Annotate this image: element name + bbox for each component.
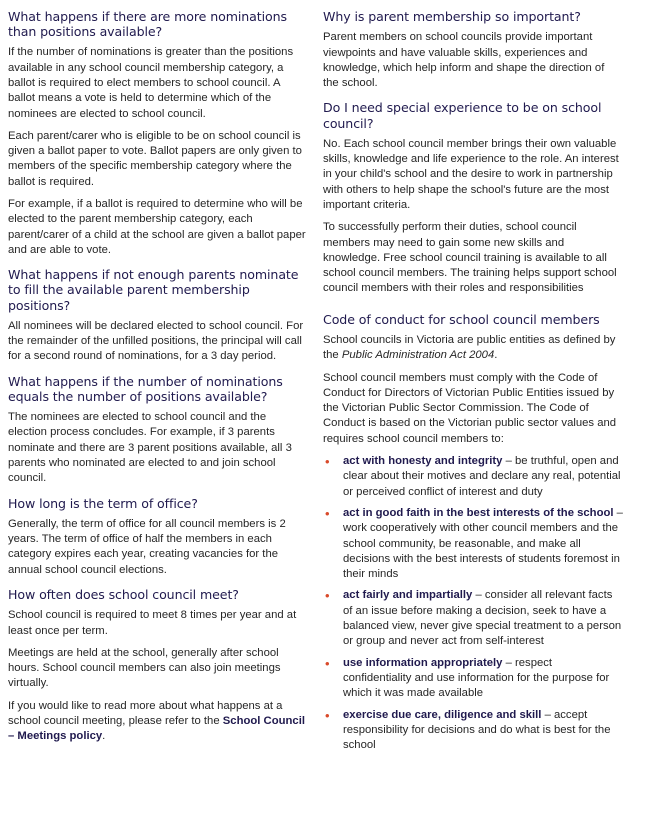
section-heading: Code of conduct for school council members	[323, 311, 600, 327]
paragraph: The nominees are elected to school council and the election process concludes. For example, if 3 parents nominate and there are 3 parent positions available, all 3 parents who nominated are elected to and join school council.	[8, 411, 292, 485]
bullet-icon: •	[325, 588, 330, 604]
duty-text: – work cooperatively with other council members and the school community, be reasonable, and make all decisions with the best interests of students foremost in their minds	[343, 506, 623, 581]
section-code-of-conduct	[323, 312, 623, 754]
section-heading: Do I need special experience to be on school council?	[323, 100, 602, 131]
paragraph: School council is required to meet 8 times per year and at least once per term.	[8, 609, 297, 637]
bullet-icon: •	[325, 505, 330, 521]
paragraph: School council members must comply with the Code of Conduct for Directors of Victorian Public Entities issued by the Victorian Public Sector Commission. The Code of Conduct is based on the Victorian public sector values and requires school council members to:	[323, 371, 617, 445]
intro-end: .	[494, 349, 498, 362]
paragraph: Meetings are held at the school, generally after school hours. School council members can also join meetings virtually.	[8, 646, 281, 690]
paragraph-end: .	[102, 730, 106, 743]
list-item	[323, 656, 623, 702]
duties-list	[323, 454, 623, 753]
duty-text: – accept responsibility for decisions and do what is best for the school	[343, 708, 611, 752]
bullet-icon: •	[325, 655, 330, 671]
list-item	[323, 506, 623, 582]
duty-title: act with honesty and integrity	[343, 455, 503, 468]
section-more-nominations	[8, 9, 306, 258]
duty-title: use information appropriately	[343, 656, 503, 669]
section-special-experience	[323, 100, 623, 296]
paragraph-intro	[323, 333, 623, 364]
section-heading: How often does school council meet?	[8, 587, 239, 603]
section-heading: What happens if the number of nominations equals the number of positions available?	[8, 373, 283, 404]
duty-text: – respect confidentiality and use information for the purpose for which it was made available	[343, 656, 610, 700]
paragraph: No. Each school council member brings their own valuable skills, knowledge and life experience to the role. An interest in your child's school and the desire to work in partnership with others to help shape the school's future are the most important criteria.	[323, 137, 619, 211]
paragraph: Parent members on school councils provide important viewpoints and have valuable skills, experiences and knowledge, which help inform and shape the direction of the school.	[323, 31, 605, 90]
section-term-of-office	[8, 496, 306, 578]
section-not-enough-parents	[8, 267, 306, 365]
right-column	[323, 9, 623, 762]
section-heading: How long is the term of office?	[8, 495, 198, 511]
intro-text: School councils in Victoria are public entities as defined by the	[323, 333, 616, 362]
paragraph: To successfully perform their duties, school council members may need to gain some new skills and knowledge. Free school council training is available to all school council members. The training helps support school council members with their roles and responsibilities	[323, 221, 617, 295]
list-item	[323, 708, 623, 754]
paragraph: For example, if a ballot is required to determine who will be elected to the parent membership category, each parent/carer of a child at the school are given a ballot paper and are able to vote.	[8, 198, 306, 256]
duty-title: exercise due care, diligence and skill	[343, 708, 542, 721]
section-heading: Why is parent membership so important?	[323, 9, 581, 24]
paragraph-with-link	[8, 699, 306, 745]
paragraph: Each parent/carer who is eligible to be on school council is given a ballot paper to vote. Ballot papers are only given to members of the specific membership category where the ballot is required.	[8, 129, 302, 188]
left-column	[8, 9, 306, 754]
paragraph: If the number of nominations is greater than the positions available in any school council membership category, a ballot is required to elect members to school council. A ballot means a vote is held to determine which of the nominees are elected to school council.	[8, 46, 294, 120]
duty-text: – be truthful, open and clear about their motives and declare any real, potential or perceived conflict of interest and duty	[343, 455, 621, 498]
section-nominations-equal	[8, 374, 306, 487]
act-title: Public Administration Act 2004	[341, 349, 495, 362]
section-meeting-frequency	[8, 587, 306, 745]
duty-text: – consider all relevant facts of an issue before making a decision, seek to have a balanced view, never give special treatment to a person or group and never act from self-interest	[343, 589, 622, 648]
paragraph: All nominees will be declared elected to school council. For the remainder of the unfilled positions, the principal will call for a second round of nominations, for a 3 day period.	[8, 319, 304, 363]
meetings-policy-link[interactable]: School Council – Meetings policy	[8, 715, 305, 743]
duty-title: act fairly and impartially	[343, 589, 473, 602]
paragraph: Generally, the term of office for all council members is 2 years. The term of office of half the members in each category expires each year, creating vacancies for the annual school council elections.	[8, 517, 286, 576]
section-heading: What happens if there are more nominations than positions available?	[8, 9, 287, 40]
bullet-icon: •	[325, 707, 330, 723]
list-item	[323, 588, 623, 649]
bullet-icon: •	[325, 454, 330, 470]
section-heading: What happens if not enough parents nominate to fill the available parent membership positions?	[8, 267, 299, 313]
section-parent-membership-importance	[323, 9, 623, 91]
paragraph-text: If you would like to read more about what happens at a school council meeting, please refer to the	[8, 699, 283, 728]
duty-title: act in good faith in the best interests of the school	[343, 506, 614, 519]
list-item	[323, 454, 623, 500]
